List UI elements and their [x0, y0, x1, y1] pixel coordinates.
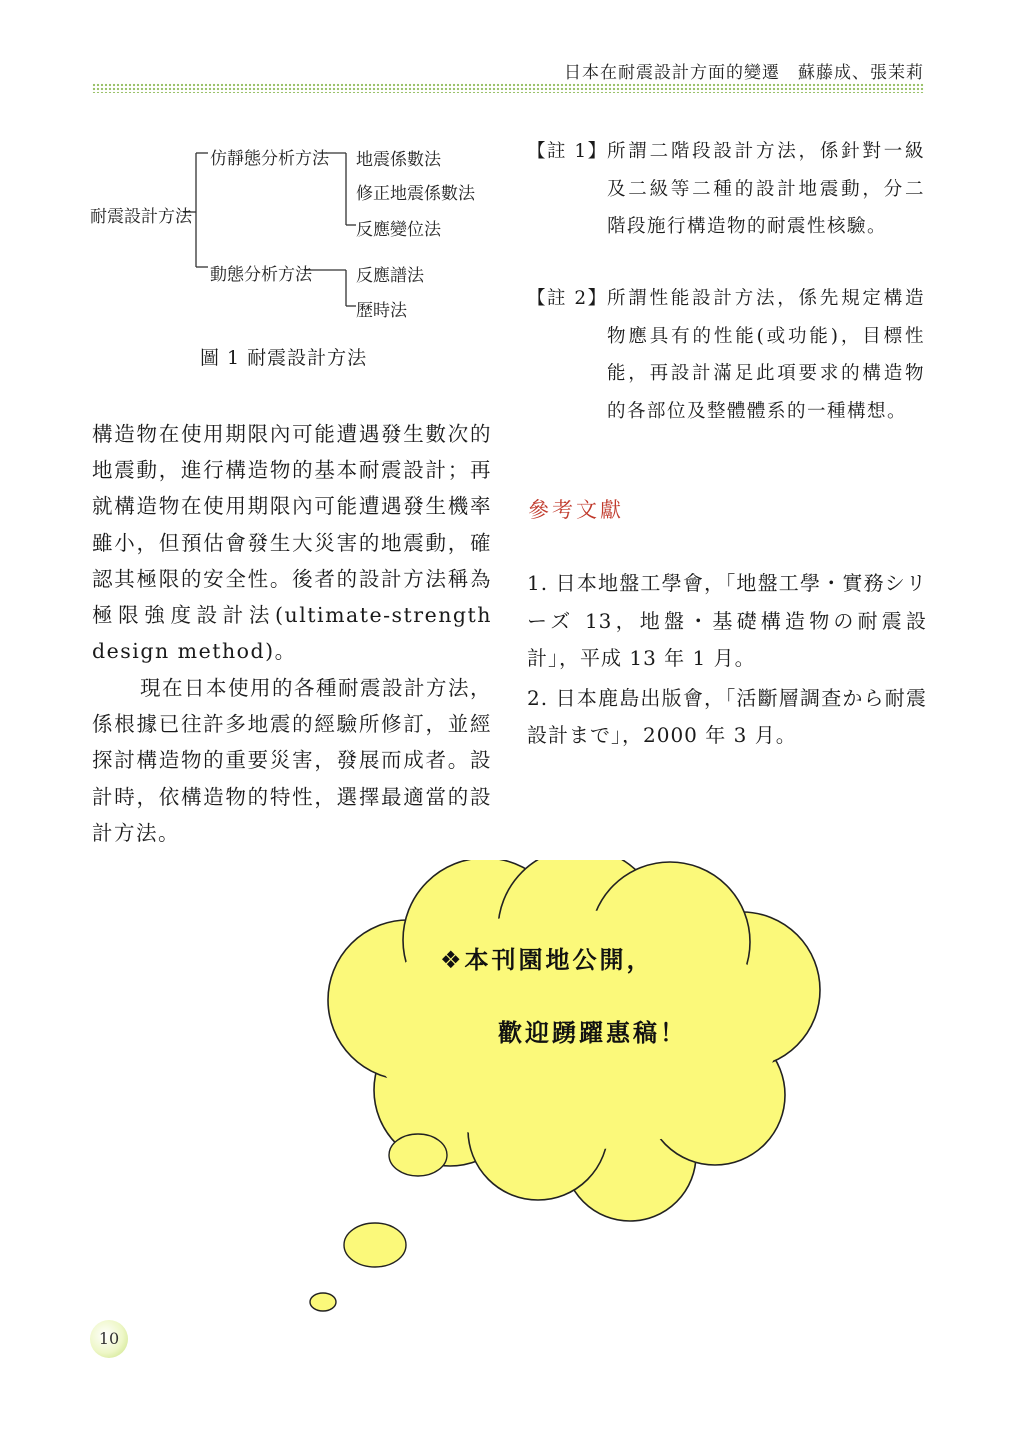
references-list [527, 565, 927, 757]
callout-line-1: ❖本刊園地公開， [440, 946, 654, 974]
diagram-branch-label: 仿靜態分析方法 [210, 149, 329, 169]
footnote-tag: 【註 2】 [527, 288, 608, 309]
thought-bubble-medium [344, 1223, 406, 1267]
diagram-leaf-label: 反應譜法 [356, 266, 424, 286]
footnote-tag: 【註 1】 [527, 141, 608, 162]
footnote [527, 133, 927, 283]
body-paragraph: 現在日本使用的各種耐震設計方法，係根據已往許多地震的經驗所修訂，並經探討構造物的重要災害，發展而成者。設計時，依構造物的特性，選擇最適當的設計方法。 [92, 676, 492, 845]
cloud-shape [290, 860, 850, 1320]
references-heading: 參考文獻 [528, 498, 624, 522]
figure-1-diagram [60, 130, 500, 340]
thought-bubble-large [389, 1134, 447, 1176]
running-header: 日本在耐震設計方面的變遷 蘇藤成、張茉莉 [564, 63, 924, 83]
reference-item: 2. 日本鹿島出版會，「活斷層調查から耐震設計まで」，2000 年 3 月。 [527, 685, 927, 747]
callout-line-2: 歡迎踴躍惠稿！ [498, 1019, 687, 1047]
page-number: 10 [90, 1320, 128, 1358]
thought-cloud-callout [290, 860, 850, 1320]
figure-caption: 圖 1 耐震設計方法 [200, 347, 368, 369]
diagram-root-label: 耐震設計方法 [90, 207, 192, 227]
footnote-text: 所謂二階段設計方法，係針對一級及二級等二種的設計地震動，分二階段施行構造物的耐震性核驗。 [607, 141, 925, 237]
thought-bubble-small [310, 1293, 336, 1311]
reference-item: 1. 日本地盤工學會，「地盤工學・實務シリーズ 13，地盤・基礎構造物の耐震設計」，平成 13 年 1 月。 [527, 571, 927, 670]
footnote [527, 280, 927, 470]
diagram-leaf-label: 歷時法 [356, 301, 407, 321]
diagram-branch-label: 動態分析方法 [210, 265, 312, 285]
footnote-text: 所謂性能設計方法，係先規定構造物應具有的性能(或功能)，目標性能，再設計滿足此項要求的構造物的各部位及整體體系的一種構想。 [607, 288, 925, 422]
diagram-leaf-label: 修正地震係數法 [356, 184, 475, 204]
body-paragraph: 構造物在使用期限內可能遭遇發生數次的地震動，進行構造物的基本耐震設計；再就構造物在使用期限內可能遭遇發生機率雖小，但預估會發生大災害的地震動，確認其極限的安全性。後者的設計方法稱為極限強度設計法(ultimate-strength design method)。 [92, 422, 492, 664]
header-rule [92, 83, 924, 93]
diagram-leaf-label: 反應變位法 [356, 220, 441, 240]
diagram-leaf-label: 地震係數法 [356, 150, 441, 170]
